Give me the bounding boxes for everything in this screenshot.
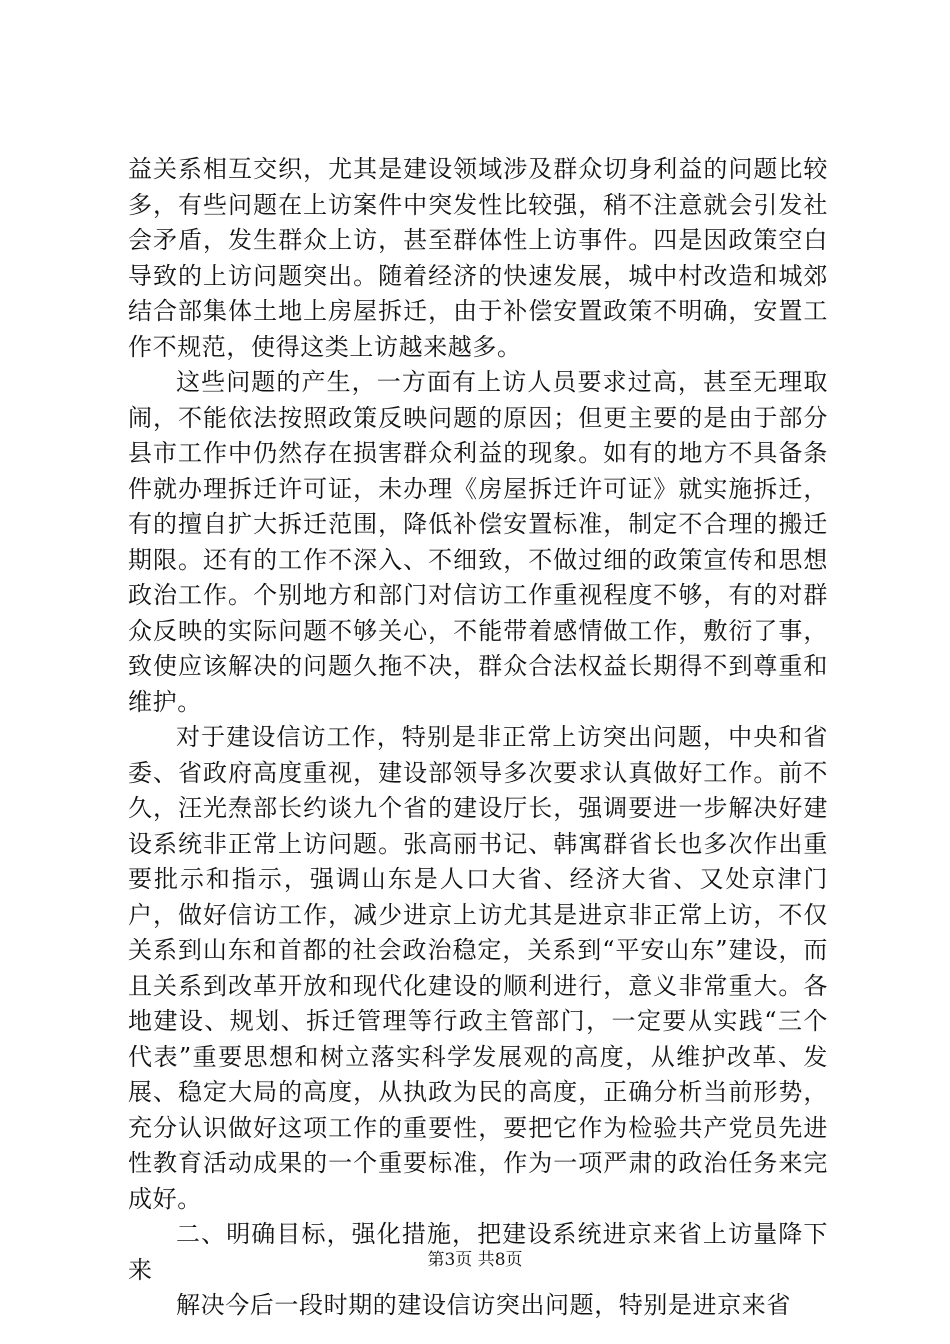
document-body: [128, 152, 828, 1324]
paragraph-continued: 益关系相互交织，尤其是建设领域涉及群众切身利益的问题比较多，有些问题在上访案件中突发性比较强，稍不注意就会引发社会矛盾，发生群众上访，甚至群体性上访事件。四是因政策空白导致的上访问题突出。随着经济的快速发展，城中村改造和城郊结合部集体土地上房屋拆迁，由于补偿安置政策不明确，安置工作不规范，使得这类上访越来越多。: [128, 155, 828, 361]
section-heading: 二、明确目标，强化措施，把建设系统进京来省上访量降下来: [128, 1220, 828, 1284]
page-footer: 第3页 共8页: [427, 1250, 523, 1270]
paragraph: 解决今后一段时期的建设信访突出问题，特别是进京来省: [176, 1291, 791, 1319]
paragraph: 这些问题的产生，一方面有上访人员要求过高，甚至无理取闹，不能依法按照政策反映问题的原因；但更主要的是由于部分县市工作中仍然存在损害群众利益的现象。如有的地方不具备条件就办理拆迁许可证，未办理《房屋拆迁许可证》就实施拆迁，有的擅自扩大拆迁范围，降低补偿安置标准，制定不合理的搬迁期限。还有的工作不深入、不细致，不做过细的政策宣传和思想政治工作。个别地方和部门对信访工作重视程度不够，有的对群众反映的实际问题不够关心，不能带着感情做工作，敷衍了事，致使应该解决的问题久拖不决，群众合法权益长期得不到尊重和维护。: [128, 368, 828, 716]
paragraph: 对于建设信访工作，特别是非正常上访突出问题，中央和省委、省政府高度重视，建设部领导多次要求认真做好工作。前不久，汪光焘部长约谈九个省的建设厅长，强调要进一步解决好建设系统非正常上访问题。张高丽书记、韩寓群省长也多次作出重要批示和指示，强调山东是人口大省、经济大省、又处京津门户，做好信访工作，减少进京上访尤其是进京非正常上访，不仅关系到山东和首都的社会政治稳定，关系到“平安山东”建设，而且关系到改革开放和现代化建设的顺利进行，意义非常重大。各地建设、规划、拆迁管理等行政主管部门，一定要从实践“三个代表”重要思想和树立落实科学发展观的高度，从维护改革、发展、稳定大局的高度，从执政为民的高度，正确分析当前形势，充分认识做好这项工作的重要性，要把它作为检验共产党员先进性教育活动成果的一个重要标准，作为一项严肃的政治任务来完成好。: [128, 723, 828, 1213]
